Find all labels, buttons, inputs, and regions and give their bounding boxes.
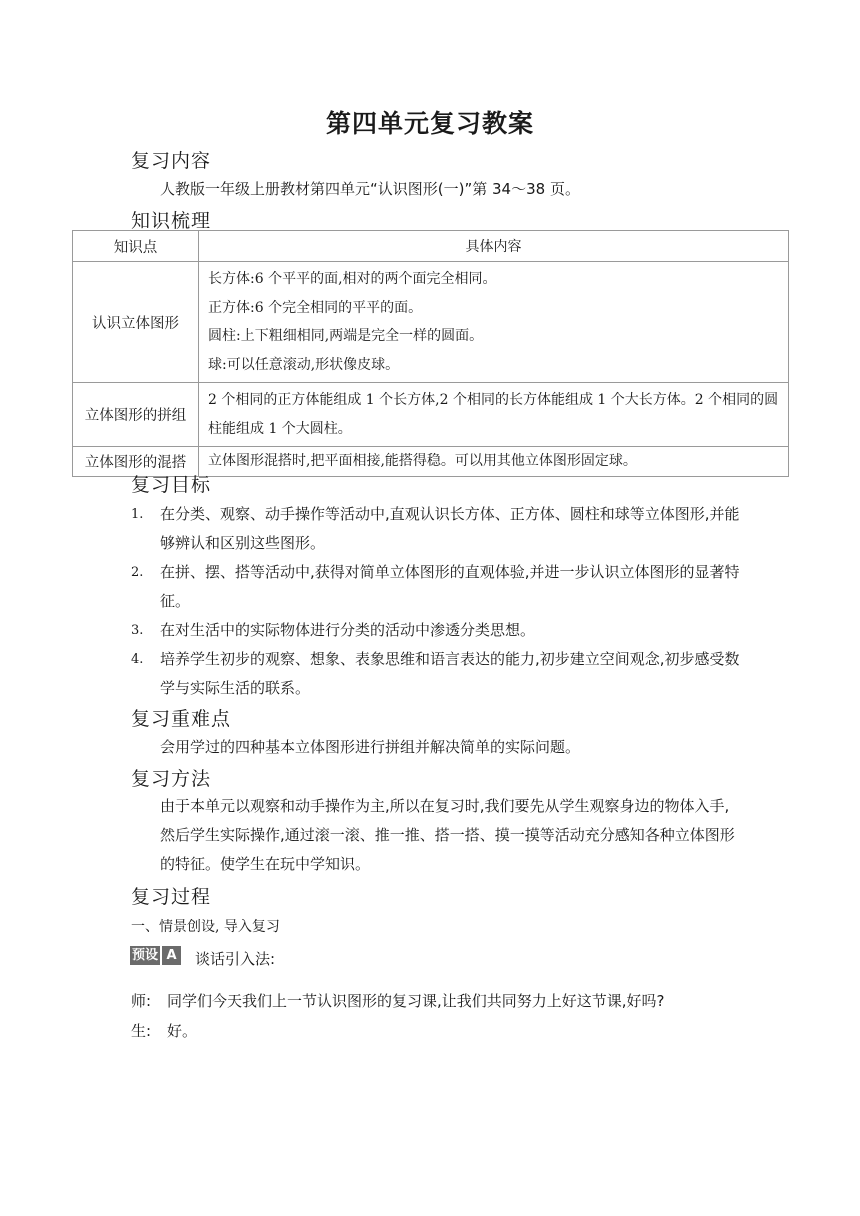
list-number: 4.	[131, 652, 144, 667]
list-item	[131, 645, 740, 703]
speaker-label: 师:	[131, 992, 152, 1010]
process-step-title: 一、情景创设, 导入复习	[131, 919, 280, 935]
method-text: 由于本单元以观察和动手操作为主,所以在复习时,我们要先从学生观察身边的物体入手,然后学生实际操作,通过滚一滚、推一推、搭一搭、摸一摸等活动充分感知各种立体图形的特征。使学生在玩中学知识。	[160, 797, 735, 873]
section-heading-process: 复习过程	[131, 886, 212, 908]
list-text: 在分类、观察、动手操作等活动中,直观认识长方体、正方体、圆柱和球等立体图形,并能够辨认和区别这些图形。	[160, 505, 740, 552]
intro-method: 谈话引入法:	[195, 950, 276, 968]
table-header-cell: 知识点	[73, 231, 199, 262]
table-row	[73, 383, 789, 447]
content-text: 人教版一年级上册教材第四单元“认识图形(一)”第 34～38 页。	[160, 180, 580, 198]
table-row	[73, 262, 789, 383]
dialogue-text: 同学们今天我们上一节认识图形的复习课,让我们共同努力上好这节课,好吗?	[167, 992, 665, 1010]
goals-list	[131, 500, 740, 703]
table-cell-point: 立体图形的混搭	[73, 447, 199, 477]
list-item	[131, 500, 740, 558]
list-number: 1.	[131, 507, 144, 522]
table-cell-point: 认识立体图形	[73, 262, 199, 383]
table-cell-content	[199, 262, 789, 383]
knowledge-table	[72, 230, 789, 477]
list-text: 培养学生初步的观察、想象、表象思维和语言表达的能力,初步建立空间观念,初步感受数学与实际生活的联系。	[160, 650, 740, 697]
table-cell-content	[199, 383, 789, 447]
badge-letter: A	[162, 946, 181, 965]
section-heading-knowledge: 知识梳理	[131, 210, 212, 232]
content-line: 长方体:6 个平平的面,相对的两个面完全相同。	[208, 271, 497, 287]
section-heading-content: 复习内容	[131, 150, 212, 172]
list-text: 在对生活中的实际物体进行分类的活动中渗透分类思想。	[160, 621, 536, 639]
content-line: 立体图形混搭时,把平面相接,能搭得稳。可以用其他立体图形固定球。	[208, 453, 637, 469]
section-heading-key: 复习重难点	[131, 708, 232, 730]
dialogue-line	[131, 1020, 197, 1041]
list-text: 在拼、摆、搭等活动中,获得对简单立体图形的直观体验,并进一步认识立体图形的显著特征。	[160, 563, 740, 610]
dialogue-line	[131, 990, 665, 1011]
preset-badge	[130, 946, 181, 965]
badge-label: 预设	[132, 948, 159, 963]
table-header-cell: 具体内容	[199, 231, 789, 262]
list-number: 2.	[131, 565, 144, 580]
content-line: 圆柱:上下粗细相同,两端是完全一样的圆面。	[208, 328, 484, 344]
content-line: 2 个相同的正方体能组成 1 个长方体,2 个相同的长方体能组成 1 个大长方体。2 个相同的圆柱能组成 1 个大圆柱。	[208, 392, 779, 437]
table-cell-point: 立体图形的拼组	[73, 383, 199, 447]
section-heading-goals: 复习目标	[131, 474, 212, 496]
key-text: 会用学过的四种基本立体图形进行拼组并解决简单的实际问题。	[160, 738, 581, 756]
list-item	[131, 616, 740, 645]
section-heading-method: 复习方法	[131, 768, 212, 790]
content-line: 正方体:6 个完全相同的平平的面。	[208, 299, 423, 316]
dialogue-text: 好。	[167, 1022, 198, 1040]
list-item	[131, 558, 740, 616]
content-line: 球:可以任意滚动,形状像皮球。	[208, 356, 400, 373]
page-title: 第四单元复习教案	[325, 109, 534, 138]
list-number: 3.	[131, 623, 144, 638]
table-cell-content	[199, 447, 789, 477]
table-header-row	[73, 231, 789, 262]
speaker-label: 生:	[131, 1022, 152, 1040]
